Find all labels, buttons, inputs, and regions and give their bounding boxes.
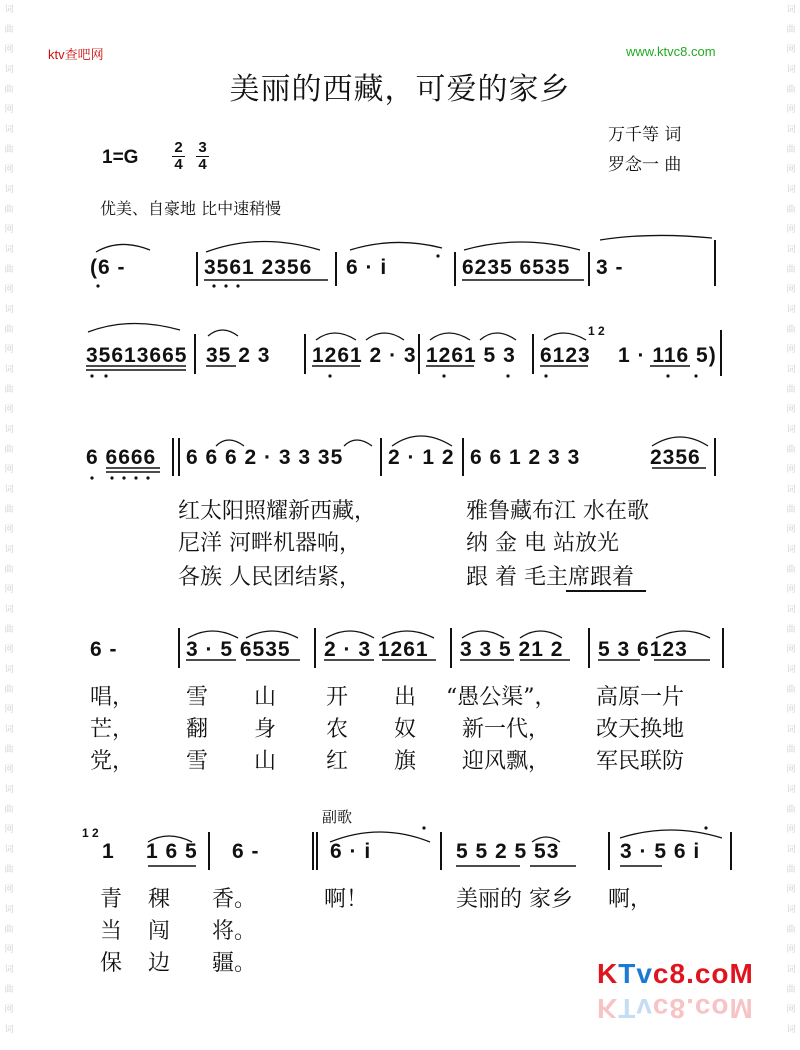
lyric-word: 唱， bbox=[90, 685, 135, 710]
octave-dot bbox=[90, 374, 93, 377]
watermark-char: 词 bbox=[786, 545, 796, 555]
watermark-char: 词 bbox=[786, 785, 796, 795]
watermark-char: 网 bbox=[786, 1005, 796, 1015]
watermark-char: 曲 bbox=[786, 85, 796, 95]
measure: 3 - bbox=[596, 256, 624, 279]
measure: 35613665 bbox=[86, 344, 188, 367]
watermark-char: 曲 bbox=[4, 685, 14, 695]
watermark-char: 网 bbox=[786, 645, 796, 655]
watermark-char: 网 bbox=[786, 945, 796, 955]
octave-dot bbox=[146, 476, 149, 479]
watermark-char: 曲 bbox=[4, 325, 14, 335]
lyric-verse-1: 雅鲁藏布江 水在歌 bbox=[466, 499, 649, 524]
measure: 6 - bbox=[232, 840, 260, 863]
slur bbox=[544, 333, 586, 340]
measure: 2356 bbox=[650, 446, 701, 469]
lyric-word: 军民联防 bbox=[596, 749, 685, 774]
watermark-char: 网 bbox=[4, 645, 14, 655]
watermark-char: 词 bbox=[4, 785, 14, 795]
octave-dot bbox=[236, 284, 239, 287]
watermark-char: 词 bbox=[786, 665, 796, 675]
watermark-char: 词 bbox=[4, 905, 14, 915]
watermark-char: 曲 bbox=[786, 385, 796, 395]
lyric-word: 迎风飘， bbox=[462, 749, 551, 774]
watermark-char: 曲 bbox=[786, 745, 796, 755]
bar-line bbox=[304, 334, 306, 374]
watermark-char: 曲 bbox=[4, 925, 14, 935]
measure: 6 - bbox=[90, 638, 118, 661]
lyric-word: 农 bbox=[326, 717, 349, 742]
measure: 6 · i bbox=[330, 840, 372, 863]
measure: 2 · 1 2 bbox=[388, 446, 455, 469]
watermark-char: 词 bbox=[4, 1025, 14, 1035]
measure: 35 2 3 bbox=[206, 344, 271, 367]
measure: 3561 2356 bbox=[204, 256, 313, 279]
bar-line bbox=[418, 334, 420, 374]
left-watermark-column bbox=[2, 0, 16, 1050]
watermark-char: 网 bbox=[786, 825, 796, 835]
bar-line bbox=[720, 330, 722, 376]
watermark-char: 网 bbox=[4, 765, 14, 775]
watermark-char: 词 bbox=[786, 365, 796, 375]
slur bbox=[326, 631, 374, 638]
watermark-char: 曲 bbox=[786, 145, 796, 155]
bar-line bbox=[380, 438, 382, 476]
watermark-char: 网 bbox=[4, 405, 14, 415]
lyric-word: 保 bbox=[100, 951, 123, 976]
bar-line bbox=[722, 628, 724, 668]
measure: 1 bbox=[102, 840, 115, 863]
octave-dot-high bbox=[704, 826, 707, 829]
slur bbox=[652, 437, 708, 446]
site-url-right[interactable]: www.ktvc8.com bbox=[626, 44, 716, 59]
lyric-word: 出 bbox=[394, 685, 417, 710]
octave-dot bbox=[224, 284, 227, 287]
watermark-char: 曲 bbox=[786, 805, 796, 815]
lyric-word: 雪 bbox=[186, 685, 209, 710]
watermark-char: 词 bbox=[786, 305, 796, 315]
octave-dot bbox=[442, 374, 445, 377]
lyric-word: 芒， bbox=[90, 717, 135, 742]
bar-line bbox=[196, 252, 198, 286]
watermark-char: 词 bbox=[786, 425, 796, 435]
watermark-char: 词 bbox=[4, 5, 14, 15]
watermark-char: 曲 bbox=[786, 265, 796, 275]
watermark-char: 网 bbox=[4, 825, 14, 835]
watermark-char: 网 bbox=[786, 45, 796, 55]
repeat-start-bar bbox=[178, 438, 180, 476]
bar-line bbox=[714, 438, 716, 476]
watermark-char: 曲 bbox=[4, 865, 14, 875]
measure: 6235 6535 bbox=[462, 256, 571, 279]
lyric-word: 高原一片 bbox=[596, 685, 685, 710]
watermark-char: 曲 bbox=[4, 85, 14, 95]
lyric-word: 疆。 bbox=[212, 951, 257, 976]
octave-dot bbox=[212, 284, 215, 287]
slur bbox=[520, 631, 562, 638]
watermark-char: 网 bbox=[4, 225, 14, 235]
underline bbox=[566, 590, 646, 592]
watermark-char: 网 bbox=[786, 585, 796, 595]
watermark-char: 词 bbox=[786, 125, 796, 135]
watermark-char: 词 bbox=[786, 965, 796, 975]
measure: 1261 2 · 3 bbox=[312, 344, 417, 367]
bar-line bbox=[588, 252, 590, 286]
watermark-char: 词 bbox=[4, 965, 14, 975]
watermark-char: 词 bbox=[4, 485, 14, 495]
slur bbox=[208, 330, 238, 336]
slur bbox=[188, 631, 238, 638]
slur bbox=[480, 333, 516, 340]
watermark-char: 网 bbox=[4, 165, 14, 175]
measure: 2 · 3 1261 bbox=[324, 638, 429, 661]
lyric-word: 将。 bbox=[212, 919, 257, 944]
watermark-char: 词 bbox=[786, 5, 796, 15]
octave-dot-high bbox=[436, 254, 439, 257]
bar-line bbox=[462, 438, 464, 476]
watermark-char: 曲 bbox=[4, 205, 14, 215]
watermark-char: 网 bbox=[4, 285, 14, 295]
watermark-char: 曲 bbox=[4, 745, 14, 755]
watermark-char: 曲 bbox=[786, 985, 796, 995]
octave-dot bbox=[96, 284, 99, 287]
tempo-marking: 优美、自豪地 比中速稍慢 bbox=[100, 199, 282, 218]
measure: 1 · 116 5) bbox=[618, 344, 717, 367]
ktvc8-logo-reflection: KTvc8.coM bbox=[597, 993, 754, 1024]
lyric-word: 啊， bbox=[608, 887, 653, 912]
lyric-verse-3: 跟 着 毛主席跟着 bbox=[466, 565, 634, 590]
octave-dot bbox=[90, 476, 93, 479]
watermark-char: 词 bbox=[786, 905, 796, 915]
watermark-char: 曲 bbox=[4, 505, 14, 515]
lyric-verse-1: 红太阳照耀新西藏， bbox=[178, 499, 377, 524]
lyric-word: 边 bbox=[148, 951, 171, 976]
slur bbox=[88, 323, 180, 332]
slur bbox=[600, 235, 712, 240]
watermark-char: 网 bbox=[786, 105, 796, 115]
watermark-char: 曲 bbox=[786, 685, 796, 695]
bar-line bbox=[314, 628, 316, 668]
song-title: 美丽的西藏，可爱的家乡 bbox=[229, 72, 571, 107]
slur bbox=[464, 242, 580, 250]
watermark-char: 曲 bbox=[786, 505, 796, 515]
watermark-char: 词 bbox=[786, 605, 796, 615]
measure: 3 · 5 6535 bbox=[186, 638, 291, 661]
measure: 6 6 1 2 3 3 bbox=[470, 446, 581, 469]
watermark-char: 词 bbox=[786, 485, 796, 495]
watermark-char: 曲 bbox=[4, 625, 14, 635]
measure: 6123 bbox=[540, 344, 591, 367]
lyric-word: 香。 bbox=[212, 887, 257, 912]
slur bbox=[316, 333, 356, 340]
lyric-word: 山 bbox=[254, 685, 277, 710]
watermark-char: 词 bbox=[4, 305, 14, 315]
slur bbox=[620, 830, 722, 838]
slur bbox=[656, 631, 710, 638]
watermark-char: 词 bbox=[4, 545, 14, 555]
octave-dot bbox=[110, 476, 113, 479]
bar-line bbox=[454, 252, 456, 286]
slur bbox=[344, 440, 372, 446]
right-watermark-column bbox=[784, 0, 798, 1050]
watermark-char: 曲 bbox=[4, 145, 14, 155]
bar-line bbox=[450, 628, 452, 668]
lyricist-credit: 万千等 词 bbox=[608, 125, 682, 145]
bar-line bbox=[608, 832, 610, 870]
watermark-char: 词 bbox=[4, 605, 14, 615]
lyric-word: 稞 bbox=[148, 887, 171, 912]
watermark-char: 曲 bbox=[4, 805, 14, 815]
measure: 6 6 6 2 · 3 3 35 bbox=[186, 446, 344, 469]
time-signature-2-4: 2 4 bbox=[172, 140, 185, 173]
watermark-char: 词 bbox=[786, 245, 796, 255]
measure: 5 5 2 5 53 bbox=[456, 840, 560, 863]
bar-line bbox=[714, 240, 716, 286]
octave-dot bbox=[506, 374, 509, 377]
watermark-char: 网 bbox=[4, 585, 14, 595]
bar-line bbox=[588, 628, 590, 668]
lyric-word: 旗 bbox=[394, 749, 417, 774]
slur bbox=[392, 436, 452, 446]
watermark-char: 网 bbox=[786, 225, 796, 235]
lyric-word: 闯 bbox=[148, 919, 171, 944]
watermark-char: 词 bbox=[4, 665, 14, 675]
lyric-word: 山 bbox=[254, 749, 277, 774]
octave-dot bbox=[544, 374, 547, 377]
watermark-char: 曲 bbox=[786, 445, 796, 455]
bar-line bbox=[532, 334, 534, 374]
watermark-char: 网 bbox=[786, 405, 796, 415]
volta-marker: 1 2 bbox=[82, 826, 99, 840]
lyric-word: 党， bbox=[90, 749, 135, 774]
watermark-char: 词 bbox=[4, 65, 14, 75]
lyric-word: 红 bbox=[326, 749, 349, 774]
watermark-char: 网 bbox=[786, 165, 796, 175]
watermark-char: 网 bbox=[786, 345, 796, 355]
bar-line bbox=[178, 628, 180, 668]
watermark-char: 网 bbox=[4, 885, 14, 895]
watermark-char: 网 bbox=[786, 765, 796, 775]
octave-dot bbox=[666, 374, 669, 377]
octave-dot bbox=[104, 374, 107, 377]
bar-line bbox=[316, 832, 318, 870]
watermark-char: 曲 bbox=[4, 985, 14, 995]
measure: 1 6 5 bbox=[146, 840, 198, 863]
slur bbox=[462, 631, 504, 638]
bar-line bbox=[194, 334, 196, 374]
ktvc8-logo[interactable]: KTvc8.coM bbox=[597, 958, 754, 989]
watermark-char: 网 bbox=[4, 1005, 14, 1015]
lyric-word: 美丽的 家乡 bbox=[456, 887, 573, 912]
octave-dot bbox=[328, 374, 331, 377]
watermark-char: 曲 bbox=[786, 625, 796, 635]
watermark-char: 网 bbox=[786, 705, 796, 715]
slur bbox=[382, 631, 434, 638]
lyric-word: 翻 bbox=[186, 717, 209, 742]
watermark-char: 词 bbox=[786, 65, 796, 75]
lyric-verse-3: 各族 人民团结紧， bbox=[178, 565, 361, 590]
bar-line bbox=[312, 832, 314, 870]
slur bbox=[350, 242, 442, 250]
lyric-word: 雪 bbox=[186, 749, 209, 774]
watermark-char: 网 bbox=[786, 465, 796, 475]
bar-line bbox=[208, 832, 210, 870]
lyric-word: 青 bbox=[100, 887, 123, 912]
watermark-char: 词 bbox=[786, 1025, 796, 1035]
measure: 5 3 6123 bbox=[598, 638, 688, 661]
watermark-char: 词 bbox=[4, 725, 14, 735]
watermark-char: 曲 bbox=[4, 565, 14, 575]
watermark-char: 网 bbox=[4, 945, 14, 955]
watermark-char: 曲 bbox=[786, 205, 796, 215]
volta-marker: 1 2 bbox=[588, 324, 605, 338]
watermark-char: 词 bbox=[786, 725, 796, 735]
watermark-char: 曲 bbox=[786, 565, 796, 575]
measure: 3 · 5 6 i bbox=[620, 840, 701, 863]
lyric-word: 开 bbox=[326, 685, 349, 710]
key-signature: 1=G bbox=[102, 147, 139, 168]
octave-dot bbox=[122, 476, 125, 479]
watermark-char: 网 bbox=[4, 45, 14, 55]
bar-line bbox=[335, 252, 337, 286]
watermark-char: 曲 bbox=[4, 385, 14, 395]
lyric-word: 奴 bbox=[394, 717, 417, 742]
watermark-char: 词 bbox=[4, 245, 14, 255]
watermark-char: 网 bbox=[4, 465, 14, 475]
watermark-char: 网 bbox=[786, 885, 796, 895]
measure: 6 6666 bbox=[86, 446, 157, 469]
lyric-word: “愚公渠”， bbox=[446, 685, 557, 710]
watermark-char: 曲 bbox=[786, 925, 796, 935]
measure: 1261 5 3 bbox=[426, 344, 516, 367]
watermark-char: 词 bbox=[786, 845, 796, 855]
watermark-char: 网 bbox=[4, 345, 14, 355]
bar-line bbox=[730, 832, 732, 870]
watermark-char: 词 bbox=[4, 365, 14, 375]
slur bbox=[246, 631, 298, 638]
repeat-start-bar bbox=[172, 438, 174, 476]
watermark-char: 曲 bbox=[4, 445, 14, 455]
octave-dot-high bbox=[422, 826, 425, 829]
watermark-char: 网 bbox=[4, 105, 14, 115]
watermark-char: 曲 bbox=[786, 865, 796, 875]
watermark-char: 词 bbox=[4, 125, 14, 135]
lyric-verse-2: 尼洋 河畔机器响， bbox=[178, 531, 361, 556]
bar-line bbox=[440, 832, 442, 870]
time-signature-3-4: 3 4 bbox=[196, 140, 209, 173]
watermark-char: 网 bbox=[4, 705, 14, 715]
watermark-char: 词 bbox=[4, 185, 14, 195]
measure: 3 3 5 21 2 bbox=[460, 638, 564, 661]
slur bbox=[96, 244, 150, 252]
measure: (6 - bbox=[90, 256, 126, 279]
watermark-char: 网 bbox=[786, 285, 796, 295]
watermark-char: 曲 bbox=[786, 25, 796, 35]
watermark-char: 词 bbox=[4, 845, 14, 855]
lyric-verse-2: 纳 金 电 站放光 bbox=[466, 531, 619, 556]
watermark-char: 曲 bbox=[4, 25, 14, 35]
watermark-char: 曲 bbox=[786, 325, 796, 335]
watermark-char: 网 bbox=[786, 525, 796, 535]
watermark-char: 曲 bbox=[4, 265, 14, 275]
watermark-char: 词 bbox=[4, 425, 14, 435]
lyric-word: 当 bbox=[100, 919, 123, 944]
composer-credit: 罗念一 曲 bbox=[608, 155, 682, 175]
lyric-word: 身 bbox=[254, 717, 277, 742]
site-name-left[interactable]: ktv查吧网 bbox=[48, 47, 104, 62]
octave-dot bbox=[694, 374, 697, 377]
slur bbox=[206, 241, 320, 252]
lyric-word: 新一代， bbox=[462, 717, 551, 742]
slur bbox=[430, 333, 470, 340]
octave-dot bbox=[134, 476, 137, 479]
watermark-char: 词 bbox=[786, 185, 796, 195]
slur bbox=[366, 333, 404, 340]
lyric-word: 改天换地 bbox=[596, 717, 685, 742]
lyric-word: 啊！ bbox=[324, 887, 369, 912]
watermark-char: 网 bbox=[4, 525, 14, 535]
chorus-label: 副歌 bbox=[322, 808, 353, 826]
measure: 6 · i bbox=[346, 256, 388, 279]
